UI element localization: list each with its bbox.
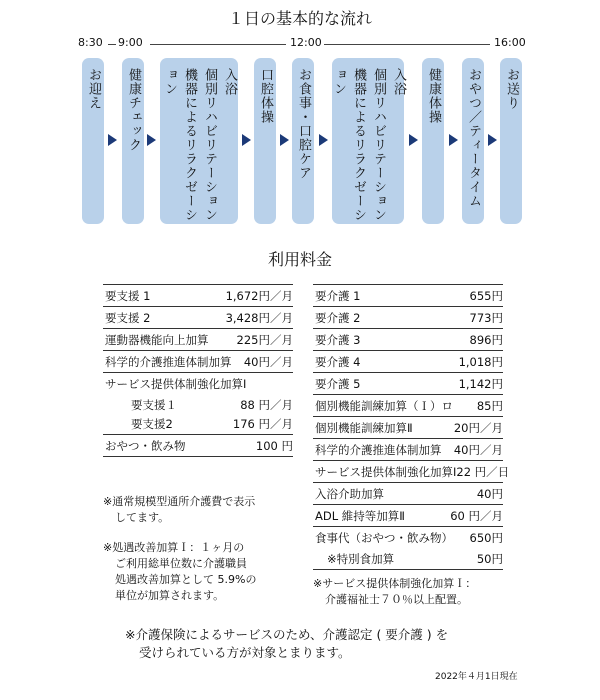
step-label: 機器によるリラクゼーション bbox=[162, 68, 197, 222]
fee-row: ※特別食加算 50円 bbox=[313, 548, 503, 570]
fee-row: 要支援１ 88 円／月 bbox=[131, 398, 293, 412]
arrow-right-icon bbox=[242, 134, 251, 146]
step-pickup bbox=[82, 58, 104, 224]
arrow-right-icon bbox=[280, 134, 289, 146]
note-eligibility: ※介護保険によるサービスのため、介護認定 ( 要介護 ) を 受けられている方が対象とまります。 bbox=[125, 627, 449, 660]
timeline-line bbox=[150, 44, 286, 45]
step-relax-rehab-bath-pm bbox=[332, 58, 404, 224]
note-service-system: ※サービス提供体制強化加算Ｉ： 介護福祉士７０％以上配置。 bbox=[313, 577, 477, 606]
fee-row: 要介護 5 1,142円 bbox=[313, 373, 503, 395]
step-label: 個別リハビリテーション bbox=[202, 68, 217, 222]
arrow-right-icon bbox=[409, 134, 418, 146]
time-0830: 8:30 bbox=[78, 36, 103, 49]
fee-row: 個別機能訓練加算Ⅱ 20円／月 bbox=[313, 417, 503, 439]
arrow-right-icon bbox=[319, 134, 328, 146]
step-snack-teatime bbox=[462, 58, 484, 224]
step-meal-oral-care bbox=[292, 58, 314, 224]
fee-row: 要支援2 176 円／月 bbox=[103, 413, 293, 435]
arrow-right-icon bbox=[488, 134, 497, 146]
step-relax-rehab-bath-am bbox=[160, 58, 238, 224]
step-health-exercise bbox=[422, 58, 444, 224]
time-0900: 9:00 bbox=[118, 36, 143, 49]
fee-row: 要介護 2 773円 bbox=[313, 307, 503, 329]
step-label: 入浴 bbox=[222, 68, 237, 96]
step-label: おやつ／ティータイム bbox=[466, 68, 481, 208]
step-label: 個別リハビリテーション bbox=[371, 68, 386, 222]
fee-row: 要介護 3 896円 bbox=[313, 329, 503, 351]
fee-row: 要介護 4 1,018円 bbox=[313, 351, 503, 373]
step-label: お送り bbox=[504, 68, 519, 110]
arrow-right-icon bbox=[147, 134, 156, 146]
step-label: 入浴 bbox=[391, 68, 406, 96]
schedule-title: １日の基本的な流れ bbox=[227, 9, 372, 28]
arrow-right-icon bbox=[449, 134, 458, 146]
step-label: 健康体操 bbox=[426, 68, 441, 124]
fee-row: 要介護 1 655円 bbox=[313, 285, 503, 307]
step-label: お迎え bbox=[86, 68, 101, 110]
fee-row: 科学的介護推進体制加算 40円／月 bbox=[313, 439, 503, 461]
as-of-date: 2022年４月1日現在 bbox=[435, 672, 518, 682]
fee-row: 要支援 2 3,428円／月 bbox=[103, 307, 293, 329]
step-oral-exercise bbox=[254, 58, 276, 224]
fee-row: おやつ・飲み物 100 円 bbox=[103, 435, 293, 457]
fee-row: 科学的介護推進体制加算 40円／月 bbox=[103, 351, 293, 373]
step-label: 機器によるリラクゼーション bbox=[331, 68, 366, 222]
step-dropoff bbox=[500, 58, 522, 224]
note-treatment-improvement: ※処遇改善加算Ｉ：１ヶ月の ご利用総単位数に介護職員 処遇改善加算として 5.9%の 単位が加算されます。 bbox=[103, 541, 257, 602]
fee-row: 個別機能訓練加算（Ｉ）ロ 85円 bbox=[313, 395, 503, 417]
arrow-right-icon bbox=[108, 134, 117, 146]
timeline-line bbox=[108, 44, 116, 45]
fee-row: 運動器機能向上加算 225円／月 bbox=[103, 329, 293, 351]
fees-title: 利用料金 bbox=[267, 250, 332, 269]
note-standard-scale: ※通常規模型通所介護費で表示 してます。 bbox=[103, 495, 256, 524]
step-label: 口腔体操 bbox=[258, 68, 273, 124]
step-label: お食事・口腔ケア bbox=[296, 68, 311, 180]
step-label: 健康チェック bbox=[126, 68, 141, 152]
fee-row: サービス提供体制強化加算Ⅰ 22 円／日 bbox=[313, 461, 503, 483]
step-health-check bbox=[122, 58, 144, 224]
fee-row: 要支援 1 1,672円／月 bbox=[103, 285, 293, 307]
fee-row: 食事代（おやつ・飲み物） 650円 bbox=[315, 531, 503, 545]
time-1200: 12:00 bbox=[290, 36, 322, 49]
fee-row: ADL 維持等加算Ⅱ 60 円／月 bbox=[313, 505, 503, 527]
timeline-line bbox=[324, 44, 490, 45]
fee-row: 入浴介助加算 40円 bbox=[313, 483, 503, 505]
time-1600: 16:00 bbox=[494, 36, 526, 49]
fee-row: サービス提供体制強化加算Ⅰ bbox=[105, 377, 247, 391]
